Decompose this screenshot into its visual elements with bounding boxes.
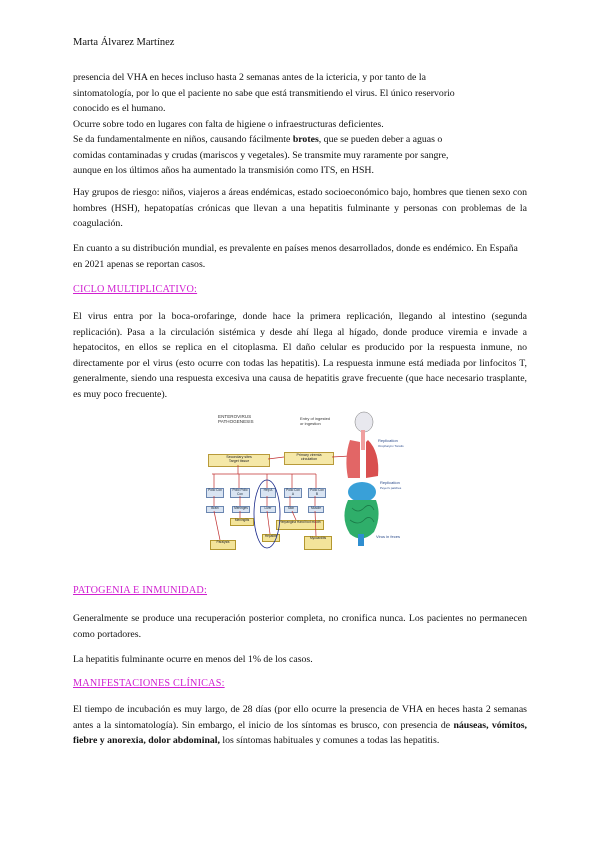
paragraph-text: , que se pueden deber a aguas o comidas contaminadas y crudas (mariscos y vegetales). Se transmite muy raramente por sangre, aunque en los últimos años ha aumentado la transmisión como ITS, en HSH. xyxy=(73,134,449,176)
bold-text: brotes xyxy=(292,134,319,145)
intestine-shape xyxy=(344,500,378,539)
figure-target-box: Polio Cox A xyxy=(284,488,302,498)
paragraph-fulminant: La hepatitis fulminante ocurre en menos del 1% de los casos. xyxy=(73,654,313,665)
figure-organ-box: Skin xyxy=(284,506,298,513)
head-shape xyxy=(355,412,373,432)
paragraph-distribution: En cuanto a su distribución mundial, es prevalente en países menos desarrollados, donde es endémico. En España en 2021 apenas se reportan casos. xyxy=(73,243,518,270)
figure-primary-box: Primary viremia circulation xyxy=(284,452,334,465)
paragraph-pathogenesis: Generalmente se produce una recuperación posterior completa, no cronifica nunca. Los pacientes no permanecen como portadores. xyxy=(73,613,527,640)
figure-secondary-box: Secondary sites Target tissue xyxy=(208,454,270,467)
figure-effect-box: Paralysis xyxy=(210,540,236,550)
bold-text: náuseas, vómitos, fiebre y anorexia, dolor abdominal, xyxy=(73,719,527,746)
pathogenesis-figure xyxy=(200,408,410,558)
figure-effect-box: Meningitis xyxy=(230,518,254,526)
figure-target-box: Polio Cox B xyxy=(308,488,326,498)
figure-entry-label: Entry of ingested or ingestion xyxy=(300,416,331,426)
trachea-shape xyxy=(361,430,365,450)
figure-effect-box: Hepatitis xyxy=(262,534,280,542)
author-name: Marta Álvarez Martínez xyxy=(73,37,175,48)
figure-organ-box: Meninges xyxy=(232,506,250,513)
paragraph-transmission xyxy=(73,70,473,179)
stomach-shape xyxy=(348,482,376,502)
paragraph-cycle: El virus entra por la boca-orofaringe, donde hace la primera replicación, llegando al intestino (segunda replicación). Pasa a la circulación sistémica y desde ahí llega al hígado, donde produce viremia e invade a hepatocitos, en ellos se replica en el citoplasma. El daño celular es producido por la respuesta inmune, no directamente por el virus (esto ocurre con todas las hepatitis). La respuesta inmune está mediada por linfocitos T, generalmente, siendo una respuesta excesiva una causa de hepatitis grave frecuente (que hace necesario trasplante, es muy poco frecuente). xyxy=(73,311,527,400)
paragraph-text: El tiempo de incubación es muy largo, de 28 días (por ello ocurre la presencia de VHA en heces hasta 2 semanas antes a la sintomatología). Sin embargo, el inicio de los síntomas es brusco, con presencia de xyxy=(73,704,527,731)
paragraph-text: Ocurre sobre todo en lugares con falta de higiene o infraestructuras deficientes. xyxy=(73,118,384,130)
heading-manifestaciones: MANIFESTACIONES CLÍNICAS: xyxy=(73,678,225,689)
highlight-ellipse xyxy=(254,480,280,548)
figure-target-box: Polio Polio Cox xyxy=(230,488,250,498)
lung-right xyxy=(366,440,378,478)
figure-organ-box: Muscle xyxy=(308,506,324,513)
paragraph-risk-groups: Hay grupos de riesgo: niños, viajeros a áreas endémicas, estado socioeconómico bajo, hombres que tienen sexo con hombres (HSH), hepatopatías crónicas que llevan a una hepatitis fulminante y personas con problemas de la coagulación. xyxy=(73,187,527,229)
paragraph-text: los síntomas habituales y comunes a todas las hepatitis. xyxy=(219,735,440,746)
heading-patogenia: PATOGENIA E INMUNIDAD: xyxy=(73,585,208,596)
figure-arrows xyxy=(212,456,350,540)
rectum-shape xyxy=(358,534,364,546)
paragraph-text: presencia del VHA en heces incluso hasta 2 semanas antes de la ictericia, y por tanto de la sintomatología, por lo que el paciente no sabe que está transmitiendo el virus. El único reservorio conocido es el humano. xyxy=(73,72,455,114)
paragraph-manifestations xyxy=(73,702,527,749)
figure-organ-box: Liver xyxy=(260,506,276,513)
figure-target-box: Polio Cox xyxy=(206,488,224,498)
figure-organ-box: Brain xyxy=(206,506,224,513)
figure-replication2-label: Replication Peyer's patches xyxy=(380,480,402,490)
heading-ciclo: CICLO MULTIPLICATIVO: xyxy=(73,284,198,295)
figure-band-box: Herpangina Hand foot mouth xyxy=(276,520,324,530)
lung-left xyxy=(346,440,360,478)
figure-replication-label: Replication Oropharynx Tonsils xyxy=(378,438,404,448)
figure-target-box: Hep A xyxy=(260,488,276,498)
figure-graphics xyxy=(200,408,410,558)
figure-feces-label: Virus in feces xyxy=(376,534,400,539)
figure-effect-box: Myocarditis xyxy=(304,536,332,550)
figure-title: ENTEROVIRUS PATHOGENESIS xyxy=(218,414,254,424)
paragraph-text: Se da fundamentalmente en niños, causando fácilmente xyxy=(73,134,293,145)
